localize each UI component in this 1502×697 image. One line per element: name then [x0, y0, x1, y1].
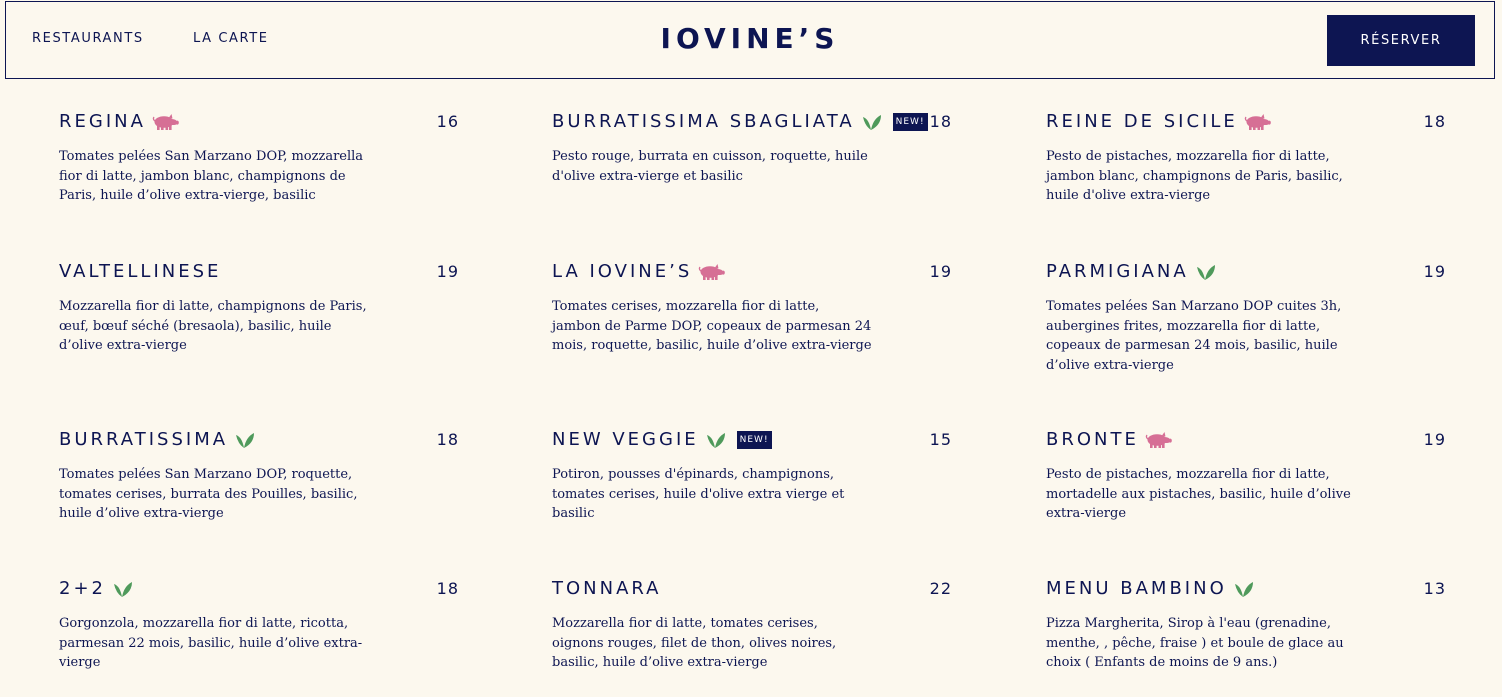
menu-item-header — [552, 110, 952, 134]
menu-item-price: 18 — [436, 579, 459, 598]
menu-item-name: VALTELLINESE — [59, 261, 222, 282]
menu-item-description: Tomates pelées San Marzano DOP cuites 3h, aubergines frites, mozzarella fior di latte, copeaux de parmesan 24 mois, basilic, huile d’olive extra-vierge — [1046, 299, 1342, 373]
menu-item-header — [1046, 577, 1446, 601]
site-logo[interactable]: IOVINE’S — [660, 22, 840, 55]
menu-item-header — [59, 260, 459, 284]
menu-item — [1046, 577, 1446, 673]
menu-item-price: 18 — [436, 430, 459, 449]
menu-item — [552, 260, 952, 356]
new-badge: NEW! — [893, 113, 928, 131]
leaf-icon — [112, 580, 134, 598]
menu-item-description: Mozzarella fior di latte, tomates cerises, oignons rouges, filet de thon, olives noires, basilic, huile d’olive extra-vierge — [552, 616, 837, 670]
menu-item — [59, 110, 459, 206]
menu-item-description: Mozzarella fior di latte, champignons de Paris, œuf, bœuf séché (bresaola), basilic, huile d’olive extra-vierge — [59, 299, 367, 353]
menu-item-name: MENU BAMBINO — [1046, 578, 1227, 599]
leaf-icon — [705, 431, 727, 449]
menu-item — [552, 110, 952, 186]
menu-item-name: TONNARA — [552, 578, 662, 599]
menu-item-name: 2+2 — [59, 578, 106, 599]
reserve-button[interactable]: RÉSERVER — [1327, 15, 1475, 66]
menu-item-header — [552, 577, 952, 601]
menu-item-description: Tomates pelées San Marzano DOP, roquette, tomates cerises, burrata des Pouilles, basilic, huile d’olive extra-vierge — [59, 467, 358, 521]
nav-la-carte-link[interactable]: LA CARTE — [193, 31, 269, 46]
site-header — [5, 1, 1495, 79]
menu-item — [1046, 110, 1446, 206]
menu-item-description: Pesto rouge, burrata en cuisson, roquette, huile d'olive extra-vierge et basilic — [552, 149, 868, 184]
menu-item-name: REGINA — [59, 111, 146, 132]
menu-item-name: BRONTE — [1046, 429, 1139, 450]
menu-item-header — [59, 577, 459, 601]
menu-item-price: 19 — [436, 262, 459, 281]
pig-icon — [1244, 113, 1272, 131]
menu-item-header — [1046, 110, 1446, 134]
menu-item-description: Pesto de pistaches, mozzarella fior di latte, mortadelle aux pistaches, basilic, huile d’olive extra-vierge — [1046, 467, 1351, 521]
leaf-icon — [861, 113, 883, 131]
menu-item-header — [59, 110, 459, 134]
menu-item-name: NEW VEGGIE — [552, 429, 699, 450]
pig-icon — [698, 263, 726, 281]
menu-item-header — [1046, 428, 1446, 452]
menu-item-description: Gorgonzola, mozzarella fior di latte, ricotta, parmesan 22 mois, basilic, huile d’olive extra-vierge — [59, 616, 363, 670]
pig-icon — [1145, 431, 1173, 449]
menu-item — [552, 577, 952, 673]
new-badge: NEW! — [737, 431, 772, 449]
menu-item-header — [552, 428, 952, 452]
menu-item — [1046, 260, 1446, 375]
pig-icon — [152, 113, 180, 131]
menu-item-name: REINE DE SICILE — [1046, 111, 1238, 132]
menu-item-name: BURRATISSIMA SBAGLIATA — [552, 111, 855, 132]
menu-item — [59, 577, 459, 673]
leaf-icon — [234, 431, 256, 449]
menu-item-price: 18 — [929, 112, 952, 131]
menu-item-price: 22 — [929, 579, 952, 598]
menu-item-price: 18 — [1423, 112, 1446, 131]
menu-item — [59, 260, 459, 356]
menu-item — [1046, 428, 1446, 524]
menu-item-name: PARMIGIANA — [1046, 261, 1189, 282]
nav-restaurants-link[interactable]: RESTAURANTS — [32, 31, 144, 46]
menu-item-price: 19 — [1423, 430, 1446, 449]
menu-item-name: BURRATISSIMA — [59, 429, 229, 450]
menu-item-description: Pizza Margherita, Sirop à l'eau (grenadine, menthe, , pêche, fraise ) et boule de glace au choix ( Enfants de moins de 9 ans.) — [1046, 616, 1344, 670]
menu-item-description: Pesto de pistaches, mozzarella fior di latte, jambon blanc, champignons de Paris, basilic, huile d'olive extra-vierge — [1046, 149, 1343, 203]
menu-item-header — [552, 260, 952, 284]
menu-item-price: 16 — [436, 112, 459, 131]
menu-item-price: 19 — [929, 262, 952, 281]
menu-item-header — [1046, 260, 1446, 284]
menu-item — [552, 428, 952, 524]
leaf-icon — [1195, 263, 1217, 281]
menu-item-price: 19 — [1423, 262, 1446, 281]
menu-item-header — [59, 428, 459, 452]
menu-item-price: 15 — [929, 430, 952, 449]
menu-item-price: 13 — [1423, 579, 1446, 598]
leaf-icon — [1233, 580, 1255, 598]
menu-item-description: Tomates pelées San Marzano DOP, mozzarella fior di latte, jambon blanc, champignons de Paris, huile d’olive extra-vierge, basilic — [59, 149, 364, 203]
menu-item — [59, 428, 459, 524]
menu-item-description: Potiron, pousses d'épinards, champignons, tomates cerises, huile d'olive extra vierge et basilic — [552, 467, 845, 521]
menu-item-description: Tomates cerises, mozzarella fior di latte, jambon de Parme DOP, copeaux de parmesan 24 mois, roquette, basilic, huile d’olive extra-vierge — [552, 299, 872, 353]
menu-item-name: LA IOVINE’S — [552, 261, 693, 282]
